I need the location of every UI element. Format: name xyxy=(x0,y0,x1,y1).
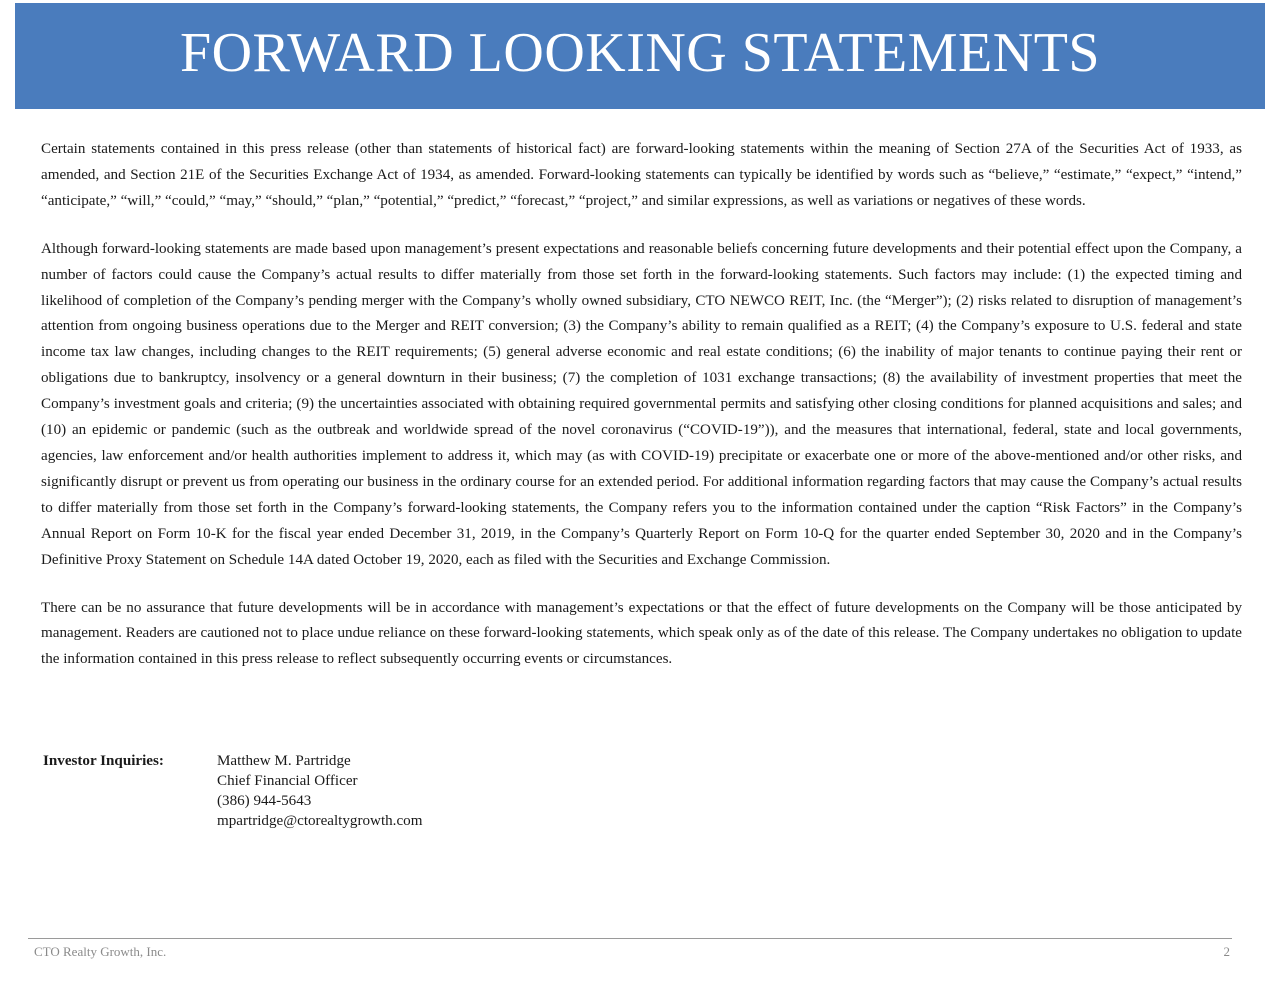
contact-details xyxy=(217,751,422,831)
paragraph-definition: Certain statements contained in this press release (other than statements of historical fact) are forward-looking statements within the meaning of Section 27A of the Securities Act of 1933, as amended, and Section 21E of the Securities Exchange Act of 1934, as amended. Forward-looking statements can typically be identified by words such as “believe,” “estimate,” “expect,” “intend,” “anticipate,” “will,” “could,” “may,” “should,” “plan,” “potential,” “predict,” “forecast,” “project,” and similar expressions, as well as variations or negatives of these words. xyxy=(41,141,1242,209)
contact-email: mpartridge@ctorealtygrowth.com xyxy=(217,813,423,829)
contact-phone: (386) 944-5643 xyxy=(217,793,312,809)
statement-body xyxy=(41,137,1242,695)
investor-inquiries-label: Investor Inquiries: xyxy=(43,753,164,769)
contact-name: Matthew M. Partridge xyxy=(217,753,351,769)
paragraph-risk-factors: Although forward-looking statements are made based upon management’s present expectations and reasonable beliefs concerning future developments and their potential effect upon the Company, a number of factors could cause the Company’s actual results to differ materially from those set forth in the forward-looking statements. Such factors may include: (1) the expected timing and likelihood of completion of the Company’s pending merger with the Company’s wholly owned subsidiary, CTO NEWCO REIT, Inc. (the “Merger”); (2) risks related to disruption of management’s attention from ongoing business operations due to the Merger and REIT conversion; (3) the Company’s ability to remain qualified as a REIT; (4) the Company’s exposure to U.S. federal and state income tax law changes, including changes to the REIT requirements; (5) general adverse economic and real estate conditions; (6) the inability of major tenants to continue paying their rent or obligations due to bankruptcy, insolvency or a general downturn in their business; (7) the completion of 1031 exchange transactions; (8) the availability of investment properties that meet the Company’s investment goals and criteria; (9) the uncertainties associated with obtaining required governmental permits and satisfying other closing conditions for planned acquisitions and sales; and (10) an epidemic or pandemic (such as the outbreak and worldwide spread of the novel coronavirus (“COVID-19”)), and the measures that international, federal, state and local governments, agencies, law enforcement and/or health authorities implement to address it, which may (as with COVID-19) precipitate or exacerbate one or more of the above-mentioned and/or other risks, and significantly disrupt or prevent us from operating our business in the ordinary course for an extended period. For additional information regarding factors that may cause the Company’s actual results to differ materially from those set forth in the Company’s forward-looking statements, the Company refers you to the information contained under the caption “Risk Factors” in the Company’s Annual Report on Form 10-K for the fiscal year ended December 31, 2019, in the Company’s Quarterly Report on Form 10-Q for the quarter ended September 30, 2020 and in the Company’s Definitive Proxy Statement on Schedule 14A dated October 19, 2020, each as filed with the Securities and Exchange Commission. xyxy=(41,240,1242,568)
page-title: FORWARD LOOKING STATEMENTS xyxy=(179,22,1101,84)
contact-role: Chief Financial Officer xyxy=(217,773,358,789)
footer-company: CTO Realty Growth, Inc. xyxy=(34,944,167,959)
paragraph-no-assurance: There can be no assurance that future developments will be in accordance with management’s expectations or that the effect of future developments on the Company will be those anticipated by management. Readers are cautioned not to place undue reliance on these forward-looking statements, which speak only as of the date of this release. The Company undertakes no obligation to update the information contained in this press release to reflect subsequently occurring events or circumstances. xyxy=(41,599,1242,668)
footer-divider xyxy=(28,938,1232,939)
investor-contact xyxy=(43,751,422,831)
page-number: 2 xyxy=(1223,944,1230,959)
title-banner xyxy=(15,3,1265,109)
